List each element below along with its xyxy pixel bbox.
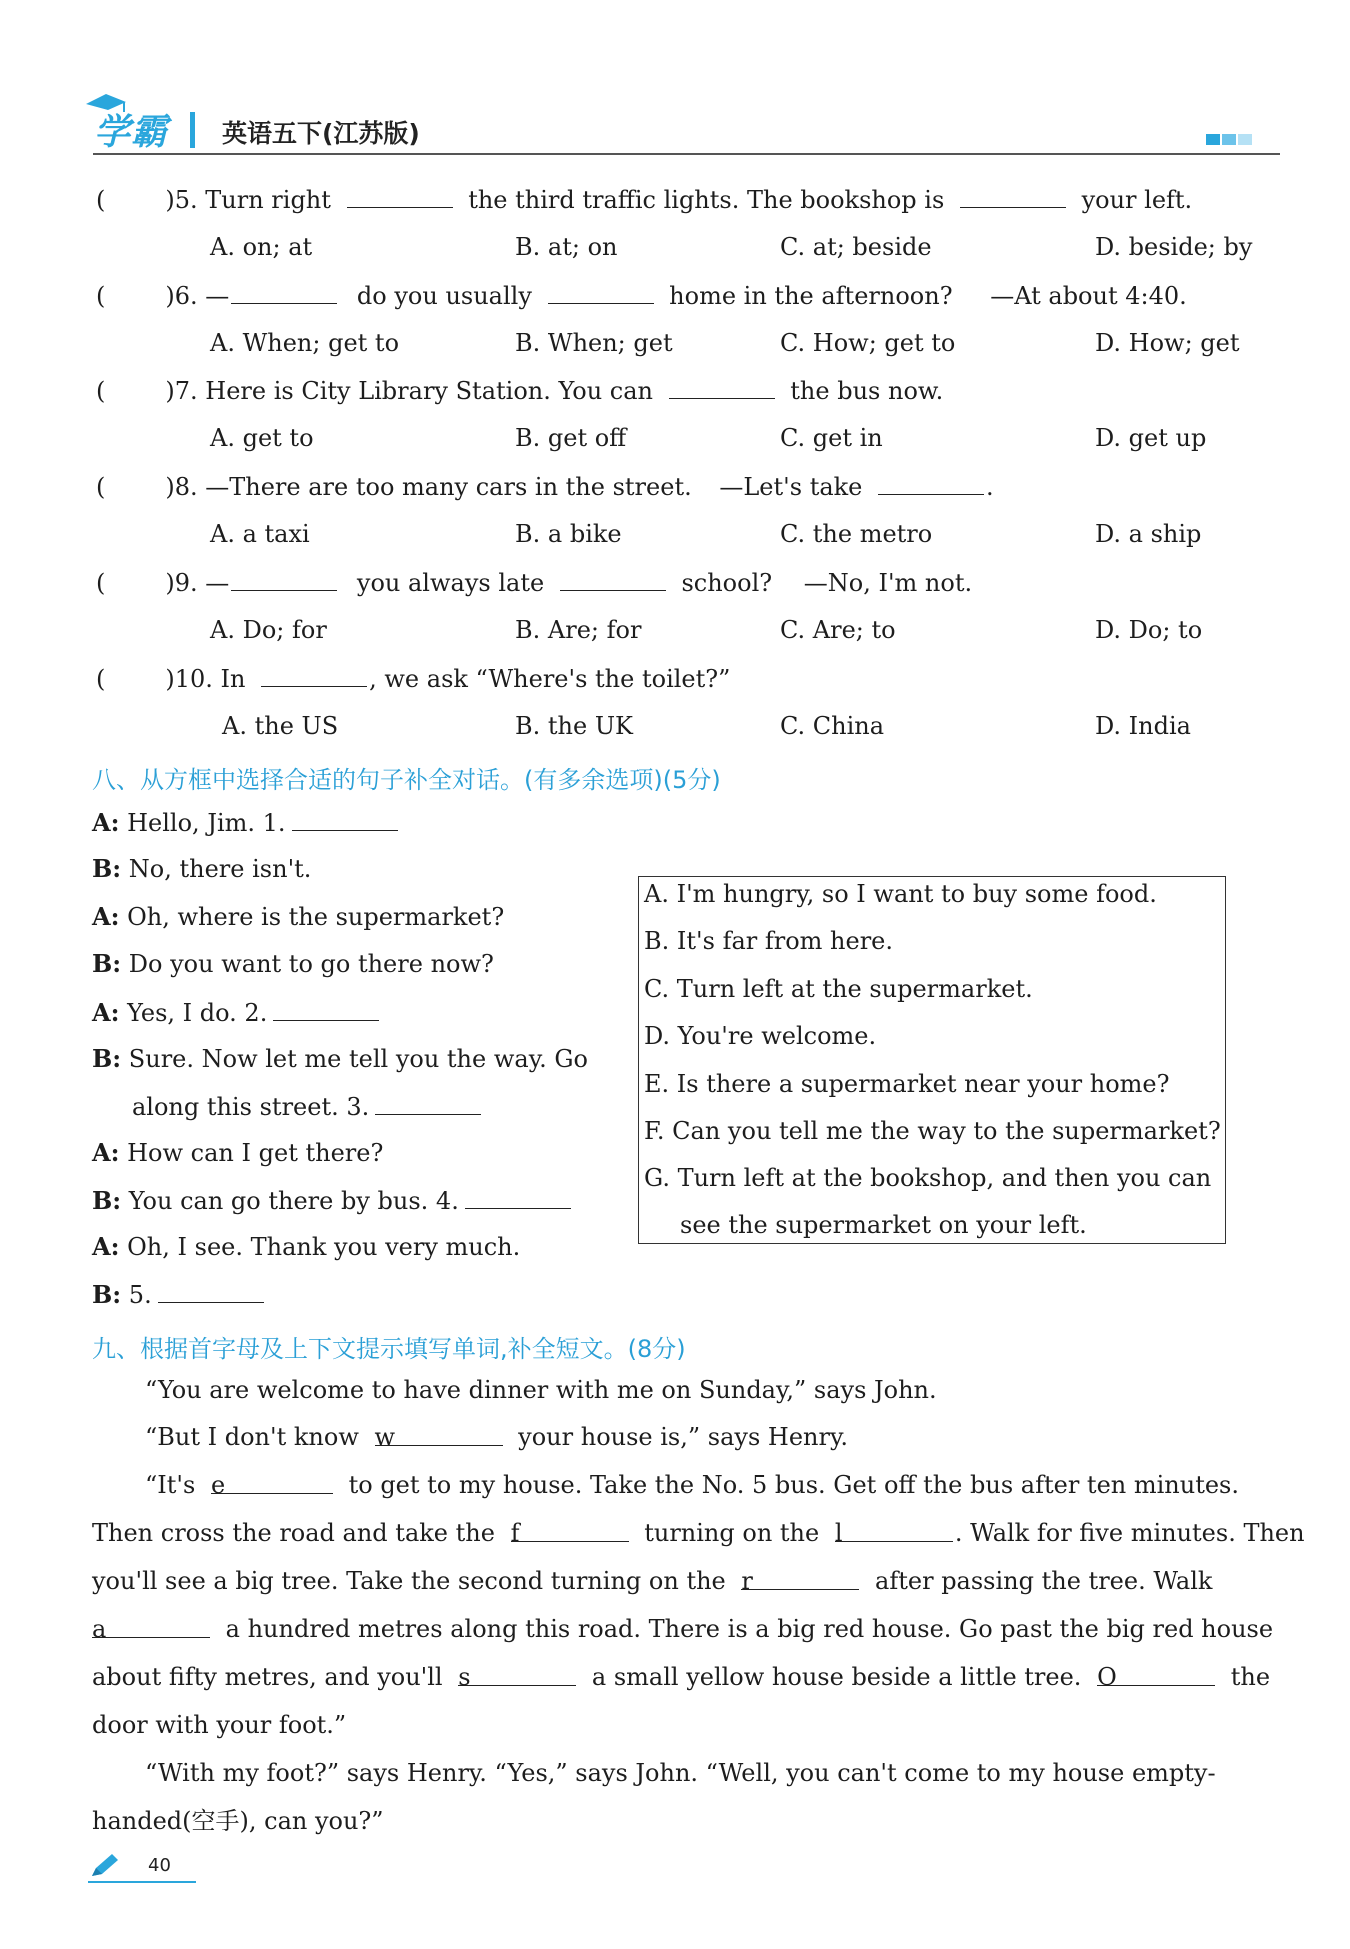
box-option-d: D. You're welcome. [644, 1022, 877, 1050]
option-c: C. Are; to [780, 616, 896, 644]
box-option-c: C. Turn left at the supermarket. [644, 975, 1033, 1003]
dialogue-line-10: A: Oh, I see. Thank you very much. [92, 1232, 521, 1261]
box-option-a: A. I'm hungry, so I want to buy some food. [644, 880, 1157, 908]
box-option-b: B. It's far from here. [644, 927, 894, 955]
answer-blank[interactable] [231, 570, 337, 591]
passage-line-6: a a hundred metres along this road. There is a big red house. Go past the big red house [92, 1615, 1274, 1643]
option-c: C. China [780, 712, 885, 740]
dialogue-line-5: A: Yes, I do. 2. [92, 1000, 379, 1025]
letter-blank-s[interactable]: s [458, 1665, 576, 1686]
answer-blank[interactable] [960, 187, 1066, 208]
question-6: ( )6. — do you usually home in the afternoon? —At about 4:40. [96, 282, 1187, 310]
option-b: B. When; get [515, 329, 673, 357]
option-d: D. India [1095, 712, 1191, 740]
answer-blank[interactable] [261, 666, 367, 687]
letter-blank-w[interactable]: w [375, 1425, 503, 1446]
option-b: B. a bike [515, 520, 622, 548]
letter-blank-r[interactable]: r [741, 1569, 859, 1590]
option-b: B. get off [515, 424, 627, 452]
letter-blank-e[interactable]: e [211, 1473, 333, 1494]
option-d: D. get up [1095, 424, 1207, 452]
option-a: A. a taxi [210, 520, 310, 548]
brand-logo: 学霸 [94, 112, 169, 153]
dialogue-line-6: B: Sure. Now let me tell you the way. Go [92, 1044, 588, 1073]
dialogue-line-1: A: Hello, Jim. 1. [92, 810, 398, 835]
dialogue-line-8: A: How can I get there? [92, 1138, 384, 1167]
answer-blank[interactable] [465, 1188, 571, 1209]
answer-blank[interactable] [231, 283, 337, 304]
box-option-f: F. Can you tell me the way to the supermarket? [644, 1117, 1221, 1145]
passage-line-10: handed(空手), can you?” [92, 1807, 384, 1835]
answer-blank[interactable] [669, 378, 775, 399]
book-title: 英语五下(江苏版) [222, 119, 420, 148]
dialogue-line-9: B: You can go there by bus. 4. [92, 1188, 571, 1213]
answer-blank[interactable] [292, 810, 398, 831]
question-5: ( )5. Turn right the third traffic lights. The bookshop is your left. [96, 186, 1193, 214]
passage-line-9: “With my foot?” says Henry. “Yes,” says John. “Well, you can't come to my house empty- [145, 1759, 1216, 1787]
answer-blank[interactable] [375, 1094, 481, 1115]
option-b: B. at; on [515, 233, 618, 261]
section-9-title: 九、根据首字母及上下文提示填写单词,补全短文。(8分) [92, 1335, 686, 1363]
letter-blank-o[interactable]: O [1097, 1665, 1215, 1686]
header-decoration [1206, 130, 1254, 149]
question-9: ( )9. — you always late school? —No, I'm not. [96, 569, 973, 597]
passage-line-3: “It's e to get to my house. Take the No. 5 bus. Get off the bus after ten minutes. [145, 1471, 1239, 1499]
passage-line-4: Then cross the road and take the f turning on the l . Walk for five minutes. Then [92, 1519, 1305, 1547]
letter-blank-l[interactable]: l [835, 1521, 953, 1542]
option-c: C. get in [780, 424, 883, 452]
passage-line-8: door with your foot.” [92, 1711, 347, 1739]
option-d: D. beside; by [1095, 233, 1253, 261]
passage-line-1: “You are welcome to have dinner with me on Sunday,” says John. [145, 1376, 937, 1404]
dialogue-line-11: B: 5. [92, 1282, 264, 1307]
option-c: C. How; get to [780, 329, 956, 357]
option-d: D. How; get [1095, 329, 1240, 357]
answer-blank[interactable] [347, 187, 453, 208]
answer-blank[interactable] [273, 1000, 379, 1021]
question-10: ( )10. In , we ask “Where's the toilet?” [96, 665, 731, 693]
option-b: B. the UK [515, 712, 633, 740]
header-rule [93, 153, 1280, 155]
box-option-e: E. Is there a supermarket near your home? [644, 1070, 1170, 1098]
passage-line-2: “But I don't know w your house is,” says Henry. [145, 1423, 848, 1451]
option-a: A. When; get to [210, 329, 400, 357]
option-c: C. at; beside [780, 233, 932, 261]
box-option-g: G. Turn left at the bookshop, and then you can [644, 1164, 1212, 1192]
answer-blank[interactable] [158, 1282, 264, 1303]
letter-blank-f[interactable]: f [511, 1521, 629, 1542]
dialogue-line-2: B: No, there isn't. [92, 854, 312, 883]
section-8-title: 八、从方框中选择合适的句子补全对话。(有多余选项)(5分) [92, 766, 721, 794]
footer-rule [88, 1881, 196, 1883]
pencil-icon [90, 1852, 122, 1878]
option-a: A. get to [210, 424, 314, 452]
option-a: A. on; at [210, 233, 313, 261]
option-a: A. the US [222, 712, 339, 740]
box-option-g-cont: see the supermarket on your left. [680, 1211, 1087, 1239]
option-b: B. Are; for [515, 616, 642, 644]
option-a: A. Do; for [210, 616, 327, 644]
page-number: 40 [148, 1855, 171, 1876]
option-d: D. a ship [1095, 520, 1202, 548]
dialogue-line-3: A: Oh, where is the supermarket? [92, 902, 505, 931]
passage-line-5: you'll see a big tree. Take the second turning on the r after passing the tree. Walk [92, 1567, 1213, 1595]
dialogue-line-7: along this street. 3. [132, 1094, 481, 1119]
answer-blank[interactable] [548, 283, 654, 304]
answer-blank[interactable] [878, 474, 984, 495]
header-divider [190, 112, 195, 148]
question-8: ( )8. —There are too many cars in the street. —Let's take . [96, 473, 994, 501]
option-c: C. the metro [780, 520, 933, 548]
answer-blank[interactable] [560, 570, 666, 591]
option-d: D. Do; to [1095, 616, 1203, 644]
passage-line-7: about fifty metres, and you'll s a small yellow house beside a little tree. O the [92, 1663, 1271, 1691]
question-7: ( )7. Here is City Library Station. You can the bus now. [96, 377, 944, 405]
letter-blank-a[interactable]: a [92, 1617, 210, 1638]
dialogue-line-4: B: Do you want to go there now? [92, 949, 494, 978]
